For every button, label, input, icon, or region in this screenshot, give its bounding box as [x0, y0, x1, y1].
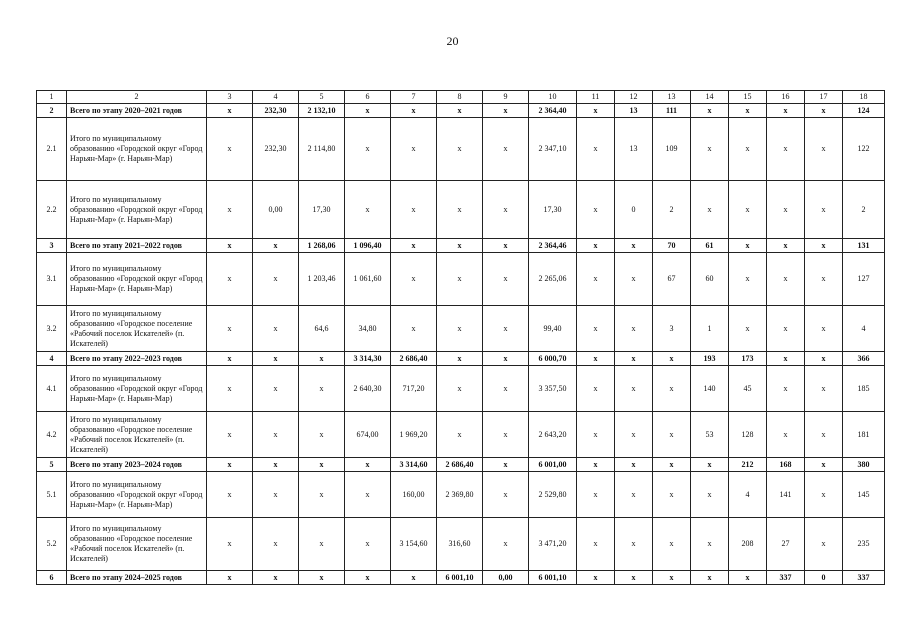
value-cell-col-11: x — [577, 366, 615, 412]
value-cell-col-4: x — [253, 412, 299, 458]
row-number-cell: 5.2 — [37, 518, 67, 571]
stage-name-cell: Всего по этапу 2021–2022 годов — [67, 239, 207, 253]
value-cell-col-14: 140 — [691, 366, 729, 412]
value-cell-col-11: x — [577, 181, 615, 239]
value-cell-col-4: 232,30 — [253, 118, 299, 181]
value-cell-col-14: 60 — [691, 253, 729, 306]
value-cell-col-13: x — [653, 472, 691, 518]
value-cell-col-18: 380 — [843, 458, 885, 472]
value-cell-col-6: 1 061,60 — [345, 253, 391, 306]
column-number-10: 10 — [529, 91, 577, 104]
value-cell-col-8: 6 001,10 — [437, 571, 483, 585]
value-cell-col-7: x — [391, 104, 437, 118]
column-number-6: 6 — [345, 91, 391, 104]
value-cell-col-14: x — [691, 518, 729, 571]
municipality-row — [37, 306, 885, 352]
value-cell-col-16: x — [767, 239, 805, 253]
row-number-cell: 3 — [37, 239, 67, 253]
stage-total-row — [37, 458, 885, 472]
value-cell-col-12: x — [615, 472, 653, 518]
value-cell-col-8: x — [437, 352, 483, 366]
row-number-cell: 3.1 — [37, 253, 67, 306]
column-number-12: 12 — [615, 91, 653, 104]
value-cell-col-18: 124 — [843, 104, 885, 118]
value-cell-col-14: x — [691, 472, 729, 518]
value-cell-col-6: x — [345, 518, 391, 571]
value-cell-col-12: x — [615, 366, 653, 412]
value-cell-col-5: x — [299, 352, 345, 366]
value-cell-col-11: x — [577, 253, 615, 306]
value-cell-col-5: 2 132,10 — [299, 104, 345, 118]
value-cell-col-7: 3 154,60 — [391, 518, 437, 571]
value-cell-col-4: x — [253, 472, 299, 518]
municipality-name-cell: Итого по муниципальному образованию «Городской округ «Город Нарьян-Мар» (г. Нарьян-Мар) — [67, 253, 207, 306]
value-cell-col-14: 193 — [691, 352, 729, 366]
value-cell-col-13: 67 — [653, 253, 691, 306]
column-number-9: 9 — [483, 91, 529, 104]
value-cell-col-17: x — [805, 239, 843, 253]
value-cell-col-7: 160,00 — [391, 472, 437, 518]
column-number-8: 8 — [437, 91, 483, 104]
value-cell-col-5: x — [299, 518, 345, 571]
value-cell-col-16: x — [767, 181, 805, 239]
value-cell-col-12: x — [615, 412, 653, 458]
value-cell-col-14: x — [691, 118, 729, 181]
value-cell-col-13: x — [653, 518, 691, 571]
value-cell-col-17: 0 — [805, 571, 843, 585]
value-cell-col-11: x — [577, 472, 615, 518]
value-cell-col-3: x — [207, 118, 253, 181]
value-cell-col-5: x — [299, 458, 345, 472]
value-cell-col-18: 127 — [843, 253, 885, 306]
value-cell-col-17: x — [805, 118, 843, 181]
value-cell-col-16: 141 — [767, 472, 805, 518]
value-cell-col-13: x — [653, 458, 691, 472]
value-cell-col-18: 185 — [843, 366, 885, 412]
value-cell-col-16: x — [767, 352, 805, 366]
value-cell-col-3: x — [207, 352, 253, 366]
value-cell-col-6: x — [345, 118, 391, 181]
value-cell-col-3: x — [207, 412, 253, 458]
row-number-cell: 4.2 — [37, 412, 67, 458]
value-cell-col-14: 61 — [691, 239, 729, 253]
value-cell-col-10: 6 000,70 — [529, 352, 577, 366]
value-cell-col-17: x — [805, 472, 843, 518]
value-cell-col-5: 1 203,46 — [299, 253, 345, 306]
stage-name-cell: Всего по этапу 2023–2024 годов — [67, 458, 207, 472]
value-cell-col-5: 2 114,80 — [299, 118, 345, 181]
value-cell-col-14: 1 — [691, 306, 729, 352]
municipality-row — [37, 253, 885, 306]
value-cell-col-7: 1 969,20 — [391, 412, 437, 458]
value-cell-col-10: 2 265,06 — [529, 253, 577, 306]
value-cell-col-9: x — [483, 306, 529, 352]
municipality-name-cell: Итого по муниципальному образованию «Городской округ «Город Нарьян-Мар» (г. Нарьян-Мар) — [67, 472, 207, 518]
value-cell-col-13: 2 — [653, 181, 691, 239]
value-cell-col-18: 131 — [843, 239, 885, 253]
value-cell-col-14: x — [691, 458, 729, 472]
value-cell-col-16: x — [767, 412, 805, 458]
value-cell-col-7: x — [391, 571, 437, 585]
value-cell-col-13: 70 — [653, 239, 691, 253]
value-cell-col-7: 3 314,60 — [391, 458, 437, 472]
value-cell-col-12: x — [615, 571, 653, 585]
value-cell-col-5: x — [299, 366, 345, 412]
municipality-row — [37, 181, 885, 239]
value-cell-col-8: x — [437, 253, 483, 306]
value-cell-col-8: x — [437, 181, 483, 239]
value-cell-col-4: x — [253, 352, 299, 366]
value-cell-col-13: x — [653, 352, 691, 366]
value-cell-col-4: x — [253, 458, 299, 472]
value-cell-col-16: x — [767, 104, 805, 118]
column-number-7: 7 — [391, 91, 437, 104]
value-cell-col-16: x — [767, 253, 805, 306]
value-cell-col-17: x — [805, 366, 843, 412]
value-cell-col-11: x — [577, 571, 615, 585]
column-number-14: 14 — [691, 91, 729, 104]
value-cell-col-5: x — [299, 472, 345, 518]
row-number-cell: 2.1 — [37, 118, 67, 181]
value-cell-col-3: x — [207, 181, 253, 239]
value-cell-col-11: x — [577, 458, 615, 472]
value-cell-col-11: x — [577, 412, 615, 458]
row-number-cell: 6 — [37, 571, 67, 585]
value-cell-col-10: 17,30 — [529, 181, 577, 239]
value-cell-col-18: 337 — [843, 571, 885, 585]
column-number-13: 13 — [653, 91, 691, 104]
column-number-11: 11 — [577, 91, 615, 104]
value-cell-col-13: x — [653, 571, 691, 585]
value-cell-col-8: x — [437, 412, 483, 458]
value-cell-col-6: x — [345, 472, 391, 518]
municipality-name-cell: Итого по муниципальному образованию «Городской округ «Город Нарьян-Мар» (г. Нарьян-Мар) — [67, 181, 207, 239]
value-cell-col-12: 13 — [615, 104, 653, 118]
value-cell-col-16: x — [767, 366, 805, 412]
value-cell-col-18: 366 — [843, 352, 885, 366]
value-cell-col-17: x — [805, 104, 843, 118]
value-cell-col-3: x — [207, 104, 253, 118]
row-number-cell: 2.2 — [37, 181, 67, 239]
value-cell-col-14: 53 — [691, 412, 729, 458]
municipality-name-cell: Итого по муниципальному образованию «Городское поселение «Рабочий поселок Искателей» (п. Искателей) — [67, 306, 207, 352]
value-cell-col-6: x — [345, 458, 391, 472]
value-cell-col-12: x — [615, 253, 653, 306]
value-cell-col-6: 1 096,40 — [345, 239, 391, 253]
value-cell-col-15: x — [729, 118, 767, 181]
value-cell-col-17: x — [805, 306, 843, 352]
value-cell-col-8: x — [437, 118, 483, 181]
value-cell-col-5: x — [299, 571, 345, 585]
value-cell-col-12: x — [615, 352, 653, 366]
value-cell-col-16: 337 — [767, 571, 805, 585]
value-cell-col-10: 2 529,80 — [529, 472, 577, 518]
value-cell-col-18: 145 — [843, 472, 885, 518]
municipality-row — [37, 412, 885, 458]
value-cell-col-4: x — [253, 571, 299, 585]
municipality-name-cell: Итого по муниципальному образованию «Городской округ «Город Нарьян-Мар» (г. Нарьян-Мар) — [67, 366, 207, 412]
value-cell-col-15: 173 — [729, 352, 767, 366]
value-cell-col-9: x — [483, 472, 529, 518]
value-cell-col-13: 111 — [653, 104, 691, 118]
value-cell-col-10: 3 471,20 — [529, 518, 577, 571]
value-cell-col-6: x — [345, 571, 391, 585]
value-cell-col-7: x — [391, 181, 437, 239]
value-cell-col-5: 17,30 — [299, 181, 345, 239]
value-cell-col-9: x — [483, 104, 529, 118]
column-number-15: 15 — [729, 91, 767, 104]
value-cell-col-15: x — [729, 253, 767, 306]
value-cell-col-13: x — [653, 412, 691, 458]
value-cell-col-9: x — [483, 253, 529, 306]
value-cell-col-8: x — [437, 366, 483, 412]
stage-total-row — [37, 352, 885, 366]
value-cell-col-16: x — [767, 306, 805, 352]
value-cell-col-15: 128 — [729, 412, 767, 458]
value-cell-col-18: 4 — [843, 306, 885, 352]
column-number-2: 2 — [67, 91, 207, 104]
column-number-18: 18 — [843, 91, 885, 104]
value-cell-col-11: x — [577, 306, 615, 352]
column-number-3: 3 — [207, 91, 253, 104]
value-cell-col-4: x — [253, 518, 299, 571]
municipality-row — [37, 366, 885, 412]
value-cell-col-17: x — [805, 352, 843, 366]
value-cell-col-12: x — [615, 239, 653, 253]
value-cell-col-3: x — [207, 472, 253, 518]
value-cell-col-15: x — [729, 239, 767, 253]
value-cell-col-11: x — [577, 104, 615, 118]
column-number-5: 5 — [299, 91, 345, 104]
stage-name-cell: Всего по этапу 2022–2023 годов — [67, 352, 207, 366]
value-cell-col-11: x — [577, 352, 615, 366]
value-cell-col-4: x — [253, 366, 299, 412]
value-cell-col-11: x — [577, 518, 615, 571]
value-cell-col-13: x — [653, 366, 691, 412]
value-cell-col-15: x — [729, 306, 767, 352]
value-cell-col-17: x — [805, 181, 843, 239]
value-cell-col-17: x — [805, 412, 843, 458]
value-cell-col-18: 181 — [843, 412, 885, 458]
value-cell-col-7: x — [391, 253, 437, 306]
value-cell-col-9: x — [483, 118, 529, 181]
value-cell-col-18: 235 — [843, 518, 885, 571]
value-cell-col-9: x — [483, 412, 529, 458]
value-cell-col-8: 2 686,40 — [437, 458, 483, 472]
value-cell-col-4: 232,30 — [253, 104, 299, 118]
value-cell-col-15: 208 — [729, 518, 767, 571]
value-cell-col-3: x — [207, 306, 253, 352]
value-cell-col-3: x — [207, 458, 253, 472]
value-cell-col-15: x — [729, 571, 767, 585]
value-cell-col-9: x — [483, 239, 529, 253]
value-cell-col-3: x — [207, 518, 253, 571]
value-cell-col-10: 2 364,46 — [529, 239, 577, 253]
value-cell-col-13: 3 — [653, 306, 691, 352]
value-cell-col-4: x — [253, 306, 299, 352]
value-cell-col-12: 0 — [615, 181, 653, 239]
column-number-4: 4 — [253, 91, 299, 104]
value-cell-col-18: 2 — [843, 181, 885, 239]
value-cell-col-10: 3 357,50 — [529, 366, 577, 412]
value-cell-col-13: 109 — [653, 118, 691, 181]
value-cell-col-5: 64,6 — [299, 306, 345, 352]
value-cell-col-4: x — [253, 253, 299, 306]
value-cell-col-7: x — [391, 239, 437, 253]
value-cell-col-7: 717,20 — [391, 366, 437, 412]
row-number-cell: 3.2 — [37, 306, 67, 352]
value-cell-col-10: 2 364,40 — [529, 104, 577, 118]
value-cell-col-3: x — [207, 239, 253, 253]
municipality-row — [37, 518, 885, 571]
row-number-cell: 4.1 — [37, 366, 67, 412]
municipality-name-cell: Итого по муниципальному образованию «Городское поселение «Рабочий поселок Искателей» (п. Искателей) — [67, 412, 207, 458]
column-number-17: 17 — [805, 91, 843, 104]
row-number-cell: 2 — [37, 104, 67, 118]
row-number-cell: 4 — [37, 352, 67, 366]
value-cell-col-15: 4 — [729, 472, 767, 518]
table-body — [37, 91, 885, 585]
value-cell-col-15: x — [729, 181, 767, 239]
value-cell-col-8: 316,60 — [437, 518, 483, 571]
value-cell-col-6: x — [345, 104, 391, 118]
value-cell-col-4: 0,00 — [253, 181, 299, 239]
value-cell-col-11: x — [577, 118, 615, 181]
value-cell-col-8: 2 369,80 — [437, 472, 483, 518]
value-cell-col-14: x — [691, 181, 729, 239]
value-cell-col-10: 6 001,00 — [529, 458, 577, 472]
value-cell-col-14: x — [691, 571, 729, 585]
value-cell-col-9: x — [483, 366, 529, 412]
value-cell-col-6: 34,80 — [345, 306, 391, 352]
value-cell-col-17: x — [805, 518, 843, 571]
value-cell-col-11: x — [577, 239, 615, 253]
value-cell-col-6: 3 314,30 — [345, 352, 391, 366]
value-cell-col-9: 0,00 — [483, 571, 529, 585]
value-cell-col-6: 674,00 — [345, 412, 391, 458]
value-cell-col-16: x — [767, 118, 805, 181]
value-cell-col-8: x — [437, 239, 483, 253]
value-cell-col-8: x — [437, 306, 483, 352]
municipality-row — [37, 118, 885, 181]
column-number-16: 16 — [767, 91, 805, 104]
value-cell-col-7: 2 686,40 — [391, 352, 437, 366]
stage-name-cell: Всего по этапу 2020–2021 годов — [67, 104, 207, 118]
row-number-cell: 5.1 — [37, 472, 67, 518]
value-cell-col-17: x — [805, 253, 843, 306]
value-cell-col-15: 212 — [729, 458, 767, 472]
value-cell-col-5: 1 268,06 — [299, 239, 345, 253]
value-cell-col-5: x — [299, 412, 345, 458]
value-cell-col-15: 45 — [729, 366, 767, 412]
value-cell-col-9: x — [483, 352, 529, 366]
value-cell-col-10: 2 643,20 — [529, 412, 577, 458]
stage-total-row — [37, 239, 885, 253]
program-stages-table — [36, 90, 885, 585]
value-cell-col-12: 13 — [615, 118, 653, 181]
value-cell-col-10: 99,40 — [529, 306, 577, 352]
value-cell-col-17: x — [805, 458, 843, 472]
value-cell-col-6: 2 640,30 — [345, 366, 391, 412]
stage-total-row — [37, 104, 885, 118]
value-cell-col-3: x — [207, 571, 253, 585]
municipality-name-cell: Итого по муниципальному образованию «Городское поселение «Рабочий поселок Искателей» (п. Искателей) — [67, 518, 207, 571]
value-cell-col-8: x — [437, 104, 483, 118]
value-cell-col-15: x — [729, 104, 767, 118]
value-cell-col-7: x — [391, 118, 437, 181]
value-cell-col-12: x — [615, 306, 653, 352]
row-number-cell: 5 — [37, 458, 67, 472]
value-cell-col-12: x — [615, 458, 653, 472]
value-cell-col-16: 168 — [767, 458, 805, 472]
value-cell-col-4: x — [253, 239, 299, 253]
value-cell-col-12: x — [615, 518, 653, 571]
municipality-row — [37, 472, 885, 518]
value-cell-col-6: x — [345, 181, 391, 239]
value-cell-col-9: x — [483, 458, 529, 472]
column-number-row — [37, 91, 885, 104]
value-cell-col-10: 2 347,10 — [529, 118, 577, 181]
value-cell-col-14: x — [691, 104, 729, 118]
value-cell-col-7: x — [391, 306, 437, 352]
value-cell-col-9: x — [483, 518, 529, 571]
column-number-1: 1 — [37, 91, 67, 104]
value-cell-col-18: 122 — [843, 118, 885, 181]
stage-name-cell: Всего по этапу 2024–2025 годов — [67, 571, 207, 585]
value-cell-col-10: 6 001,10 — [529, 571, 577, 585]
stage-total-row — [37, 571, 885, 585]
municipality-name-cell: Итого по муниципальному образованию «Городской округ «Город Нарьян-Мар» (г. Нарьян-Мар) — [67, 118, 207, 181]
page-number: 20 — [446, 34, 459, 48]
value-cell-col-3: x — [207, 253, 253, 306]
value-cell-col-16: 27 — [767, 518, 805, 571]
value-cell-col-3: x — [207, 366, 253, 412]
value-cell-col-9: x — [483, 181, 529, 239]
